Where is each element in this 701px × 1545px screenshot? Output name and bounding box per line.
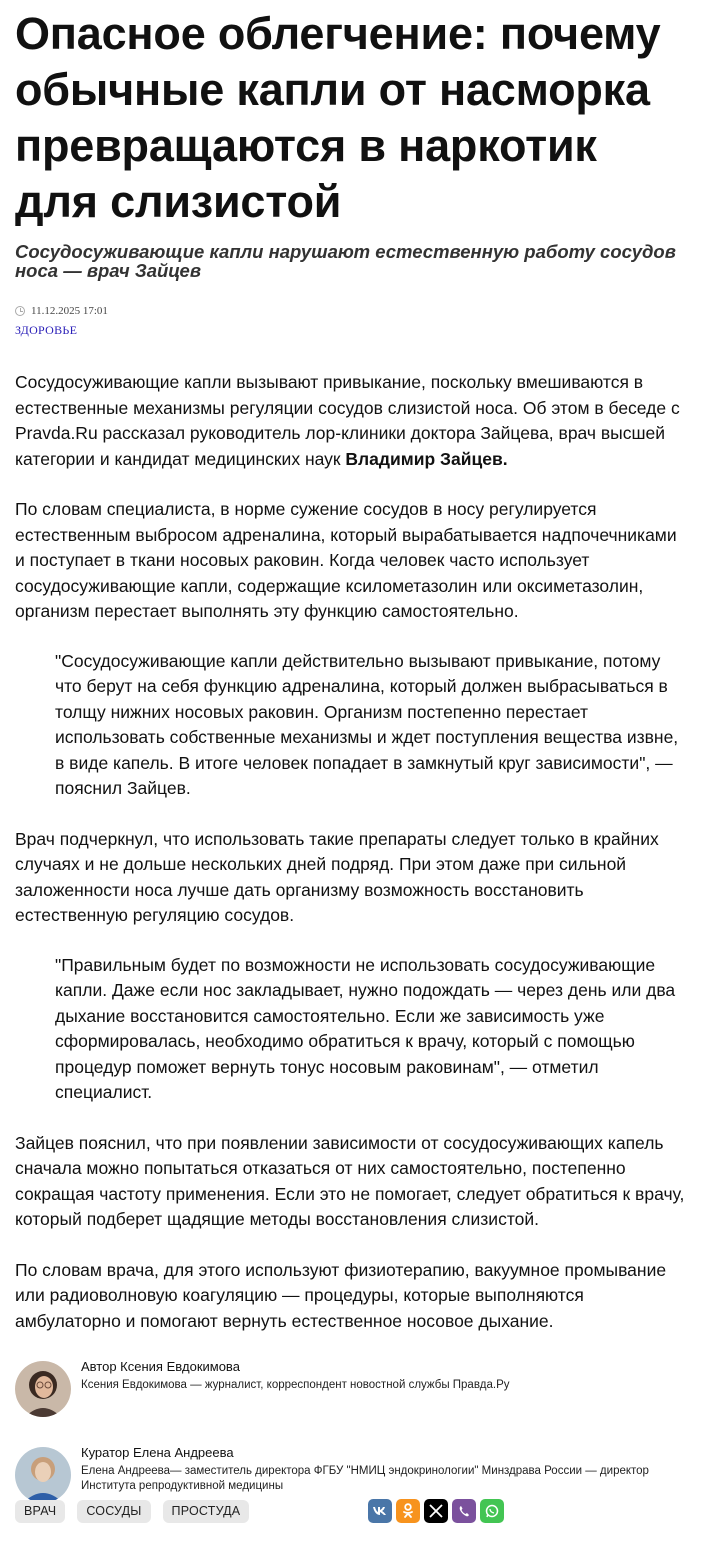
author-avatar[interactable]: [15, 1361, 71, 1417]
paragraph: Врач подчеркнул, что использовать такие препараты следует только в крайних случаях и не дольше нескольких дней подряд. При этом даже при сильной заложенности носа лучше дать организму возможность восстановить естественную регуляцию сосудов.: [15, 828, 659, 925]
curator-name[interactable]: Куратор Елена Андреева: [81, 1445, 234, 1460]
tag[interactable]: СОСУДЫ: [77, 1500, 150, 1523]
x-share-button[interactable]: [424, 1499, 448, 1523]
tag[interactable]: ВРАЧ: [15, 1500, 65, 1523]
share-buttons: [368, 1499, 504, 1523]
clock-icon: [15, 306, 25, 316]
whatsapp-icon: [484, 1503, 500, 1519]
tags-list: [15, 1500, 249, 1523]
article-subtitle: Сосудосуживающие капли нарушают естественную работу сосудов носа — врач Зайцев: [15, 241, 676, 281]
article-meta: [15, 305, 686, 317]
quote: "Сосудосуживающие капли действительно вызывают привыкание, потому что берут на себя функцию адреналина, который должен выбрасываться в толщу нижних носовых раковин. Организм постепенно перестает использовать собственные механизмы и ждет поступления вещества извне, в виде капель. В итоге человек попадает в замкнутый круг зависимости", — пояснил Зайцев.: [55, 650, 679, 798]
viber-share-button[interactable]: [452, 1499, 476, 1523]
whatsapp-share-button[interactable]: [480, 1499, 504, 1523]
paragraph: Зайцев пояснил, что при появлении зависимости от сосудосуживающих капель сначала можно попытаться отказаться от них самостоятельно, постепенно сокращая частоту применения. Если это не помогает, следует обратиться к врачу, который подберет щадящие методы восстановления слизистой.: [15, 1132, 685, 1229]
author-description: Ксения Евдокимова — журналист, корреспондент новостной службы Правда.Ру: [81, 1379, 510, 1391]
paragraph: По словам врача, для этого используют физиотерапию, вакуумное промывание или радиоволновую коагуляцию — процедуры, которые выполняются амбулаторно и помогают вернуть естественное носовое дыхание.: [15, 1259, 667, 1331]
author-block: [15, 1359, 686, 1417]
viber-icon: [457, 1504, 471, 1518]
curator-description: Елена Андреева— заместитель директора ФГБУ "НМИЦ эндокринологии" Минздрава России — директор Института репродуктивной медицины: [81, 1465, 649, 1492]
publish-date: 11.12.2025 17:01: [31, 305, 108, 317]
vk-share-button[interactable]: [368, 1499, 392, 1523]
paragraph: Сосудосуживающие капли вызывают привыкание, поскольку вмешиваются в естественные механизмы регуляции сосудов слизистой носа. Об этом в беседе с Pravda.Ru рассказал руководитель лор-клиники доктора Зайцева, врач высшей категории и кандидат медицинских наук Владимир Зайцев.: [15, 372, 680, 469]
quote: "Правильным будет по возможности не использовать сосудосуживающие капли. Даже если нос закладывает, нужно подождать — через день или два дыхание восстановится самостоятельно. Если же зависимость уже сформировалась, необходимо обратиться к врачу, который с помощью процедур поможет вернуть тонус носовым раковинам", — отметил специалист.: [55, 954, 676, 1102]
author-name[interactable]: Автор Ксения Евдокимова: [81, 1359, 240, 1374]
article-title: Опасное облегчение: почему обычные капли от насморка превращаются в наркотик для слизистой: [15, 8, 661, 227]
ok-icon: [402, 1503, 414, 1519]
x-icon: [429, 1504, 443, 1518]
curator-block: [15, 1445, 686, 1503]
tag[interactable]: ПРОСТУДА: [163, 1500, 250, 1523]
expert-name: Владимир Зайцев.: [345, 448, 508, 469]
vk-icon: [372, 1506, 388, 1516]
ok-share-button[interactable]: [396, 1499, 420, 1523]
article-body: [15, 370, 686, 1334]
rubric-link[interactable]: ЗДОРОВЬЕ: [15, 323, 78, 337]
curator-avatar[interactable]: [15, 1447, 71, 1503]
paragraph: По словам специалиста, в норме сужение сосудов в носу регулируется естественным выбросом адреналина, который вырабатывается надпочечниками и поступает в ткани носовых раковин. Когда человек часто использует сосудосуживающие капли, содержащие ксилометазолин или оксиметазолин, организм перестает выполнять эту функцию самостоятельно.: [15, 499, 677, 621]
